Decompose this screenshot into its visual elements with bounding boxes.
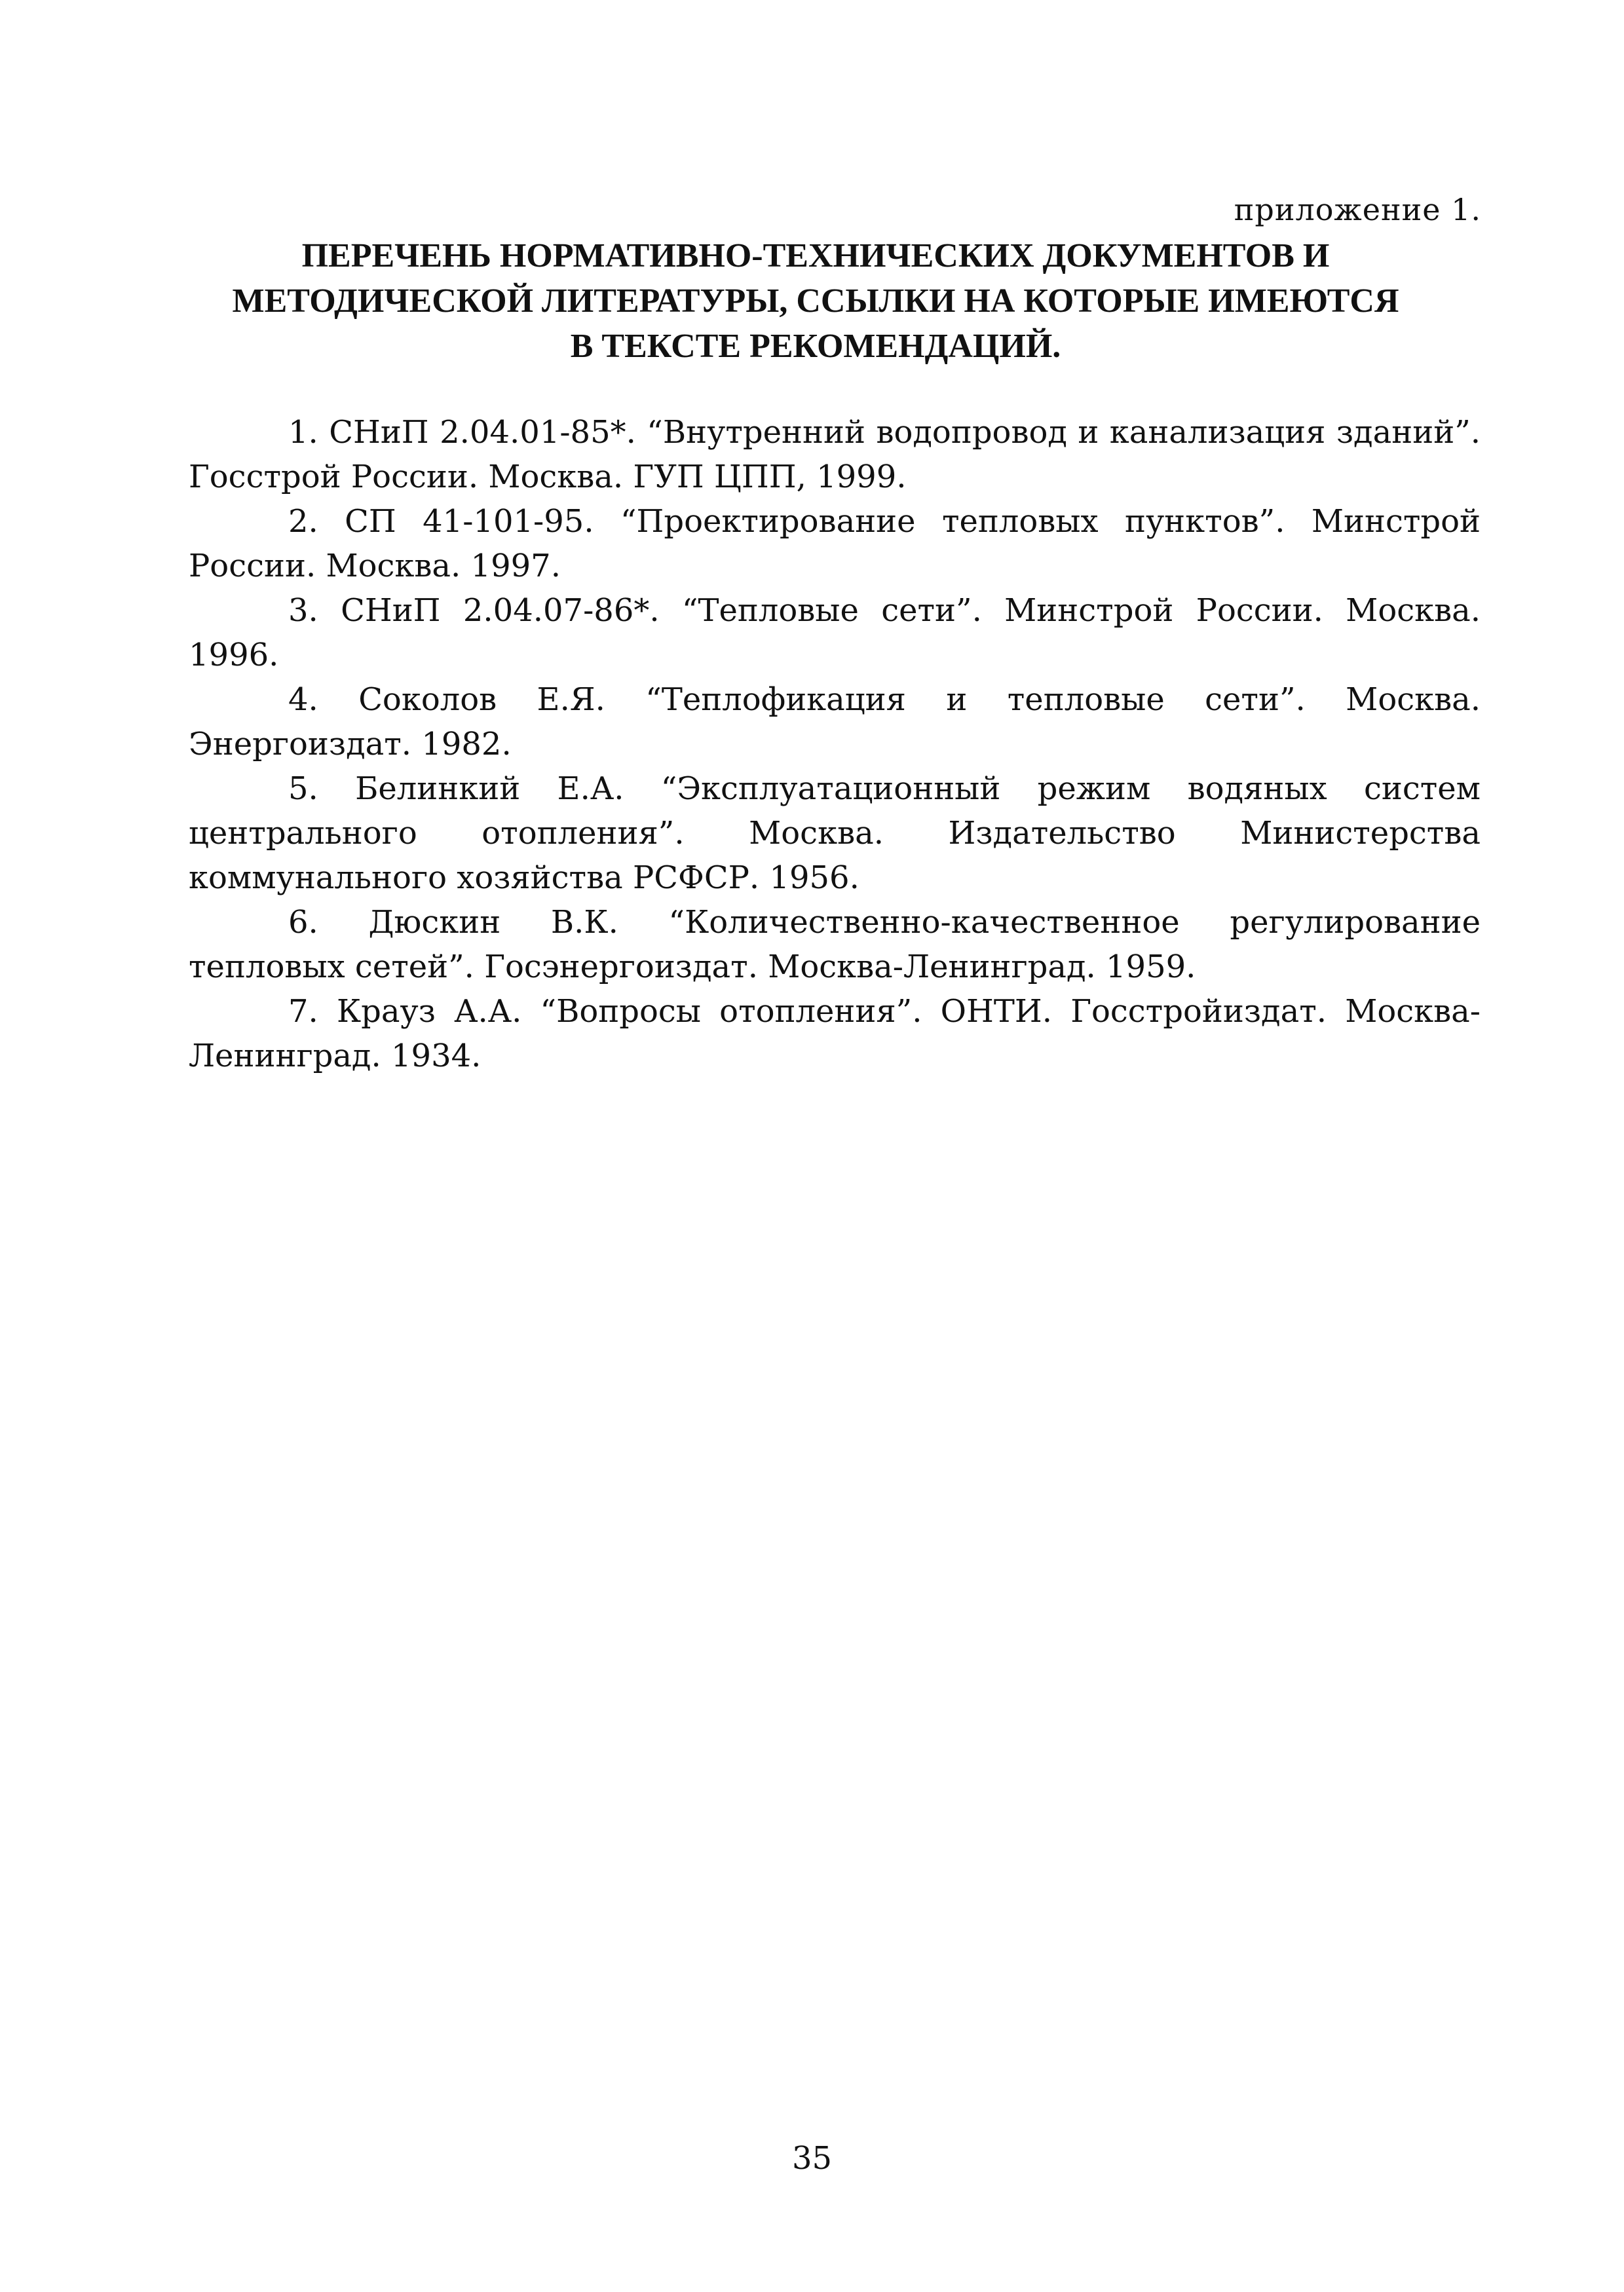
reference-item-1: 1. СНиП 2.04.01-85*. “Внутренний водопровод и канализация зданий”. Госстрой России. Москва. ГУП ЦПП, 1999. xyxy=(189,414,1481,495)
reference-list xyxy=(189,410,1481,1078)
reference-item-4: 4. Соколов Е.Я. “Теплофикация и тепловые сети”. Москва. Энергоиздат. 1982. xyxy=(189,681,1481,762)
reference-item-7: 7. Крауз А.А. “Вопросы отопления”. ОНТИ. Госстройиздат. Москва-Ленинград. 1934. xyxy=(189,993,1481,1074)
title-line-2: МЕТОДИЧЕСКОЙ ЛИТЕРАТУРЫ, ССЫЛКИ НА КОТОРЫЕ ИМЕЮТСЯ xyxy=(232,282,1399,320)
reference-item-5: 5. Белинкий Е.А. “Эксплуатационный режим водяных систем центрального отопления”. Москва. Издательство Министерства коммунального хозяйства РСФСР. 1956. xyxy=(189,770,1481,896)
appendix-label: приложение 1. xyxy=(1234,192,1481,227)
document-title xyxy=(164,233,1467,369)
reference-item-2: 2. СП 41-101-95. “Проектирование тепловых пунктов”. Минстрой России. Москва. 1997. xyxy=(189,503,1481,584)
reference-item-6: 6. Дюскин В.К. “Количественно-качественное регулирование тепловых сетей”. Госэнергоиздат. Москва-Ленинград. 1959. xyxy=(189,904,1481,985)
title-line-3: В ТЕКСТЕ РЕКОМЕНДАЦИЙ. xyxy=(570,328,1061,365)
page-number: 35 xyxy=(791,2140,833,2177)
reference-item-3: 3. СНиП 2.04.07-86*. “Тепловые сети”. Минстрой России. Москва. 1996. xyxy=(189,592,1481,673)
title-line-1: ПЕРЕЧЕНЬ НОРМАТИВНО-ТЕХНИЧЕСКИХ ДОКУМЕНТОВ И xyxy=(301,237,1330,274)
